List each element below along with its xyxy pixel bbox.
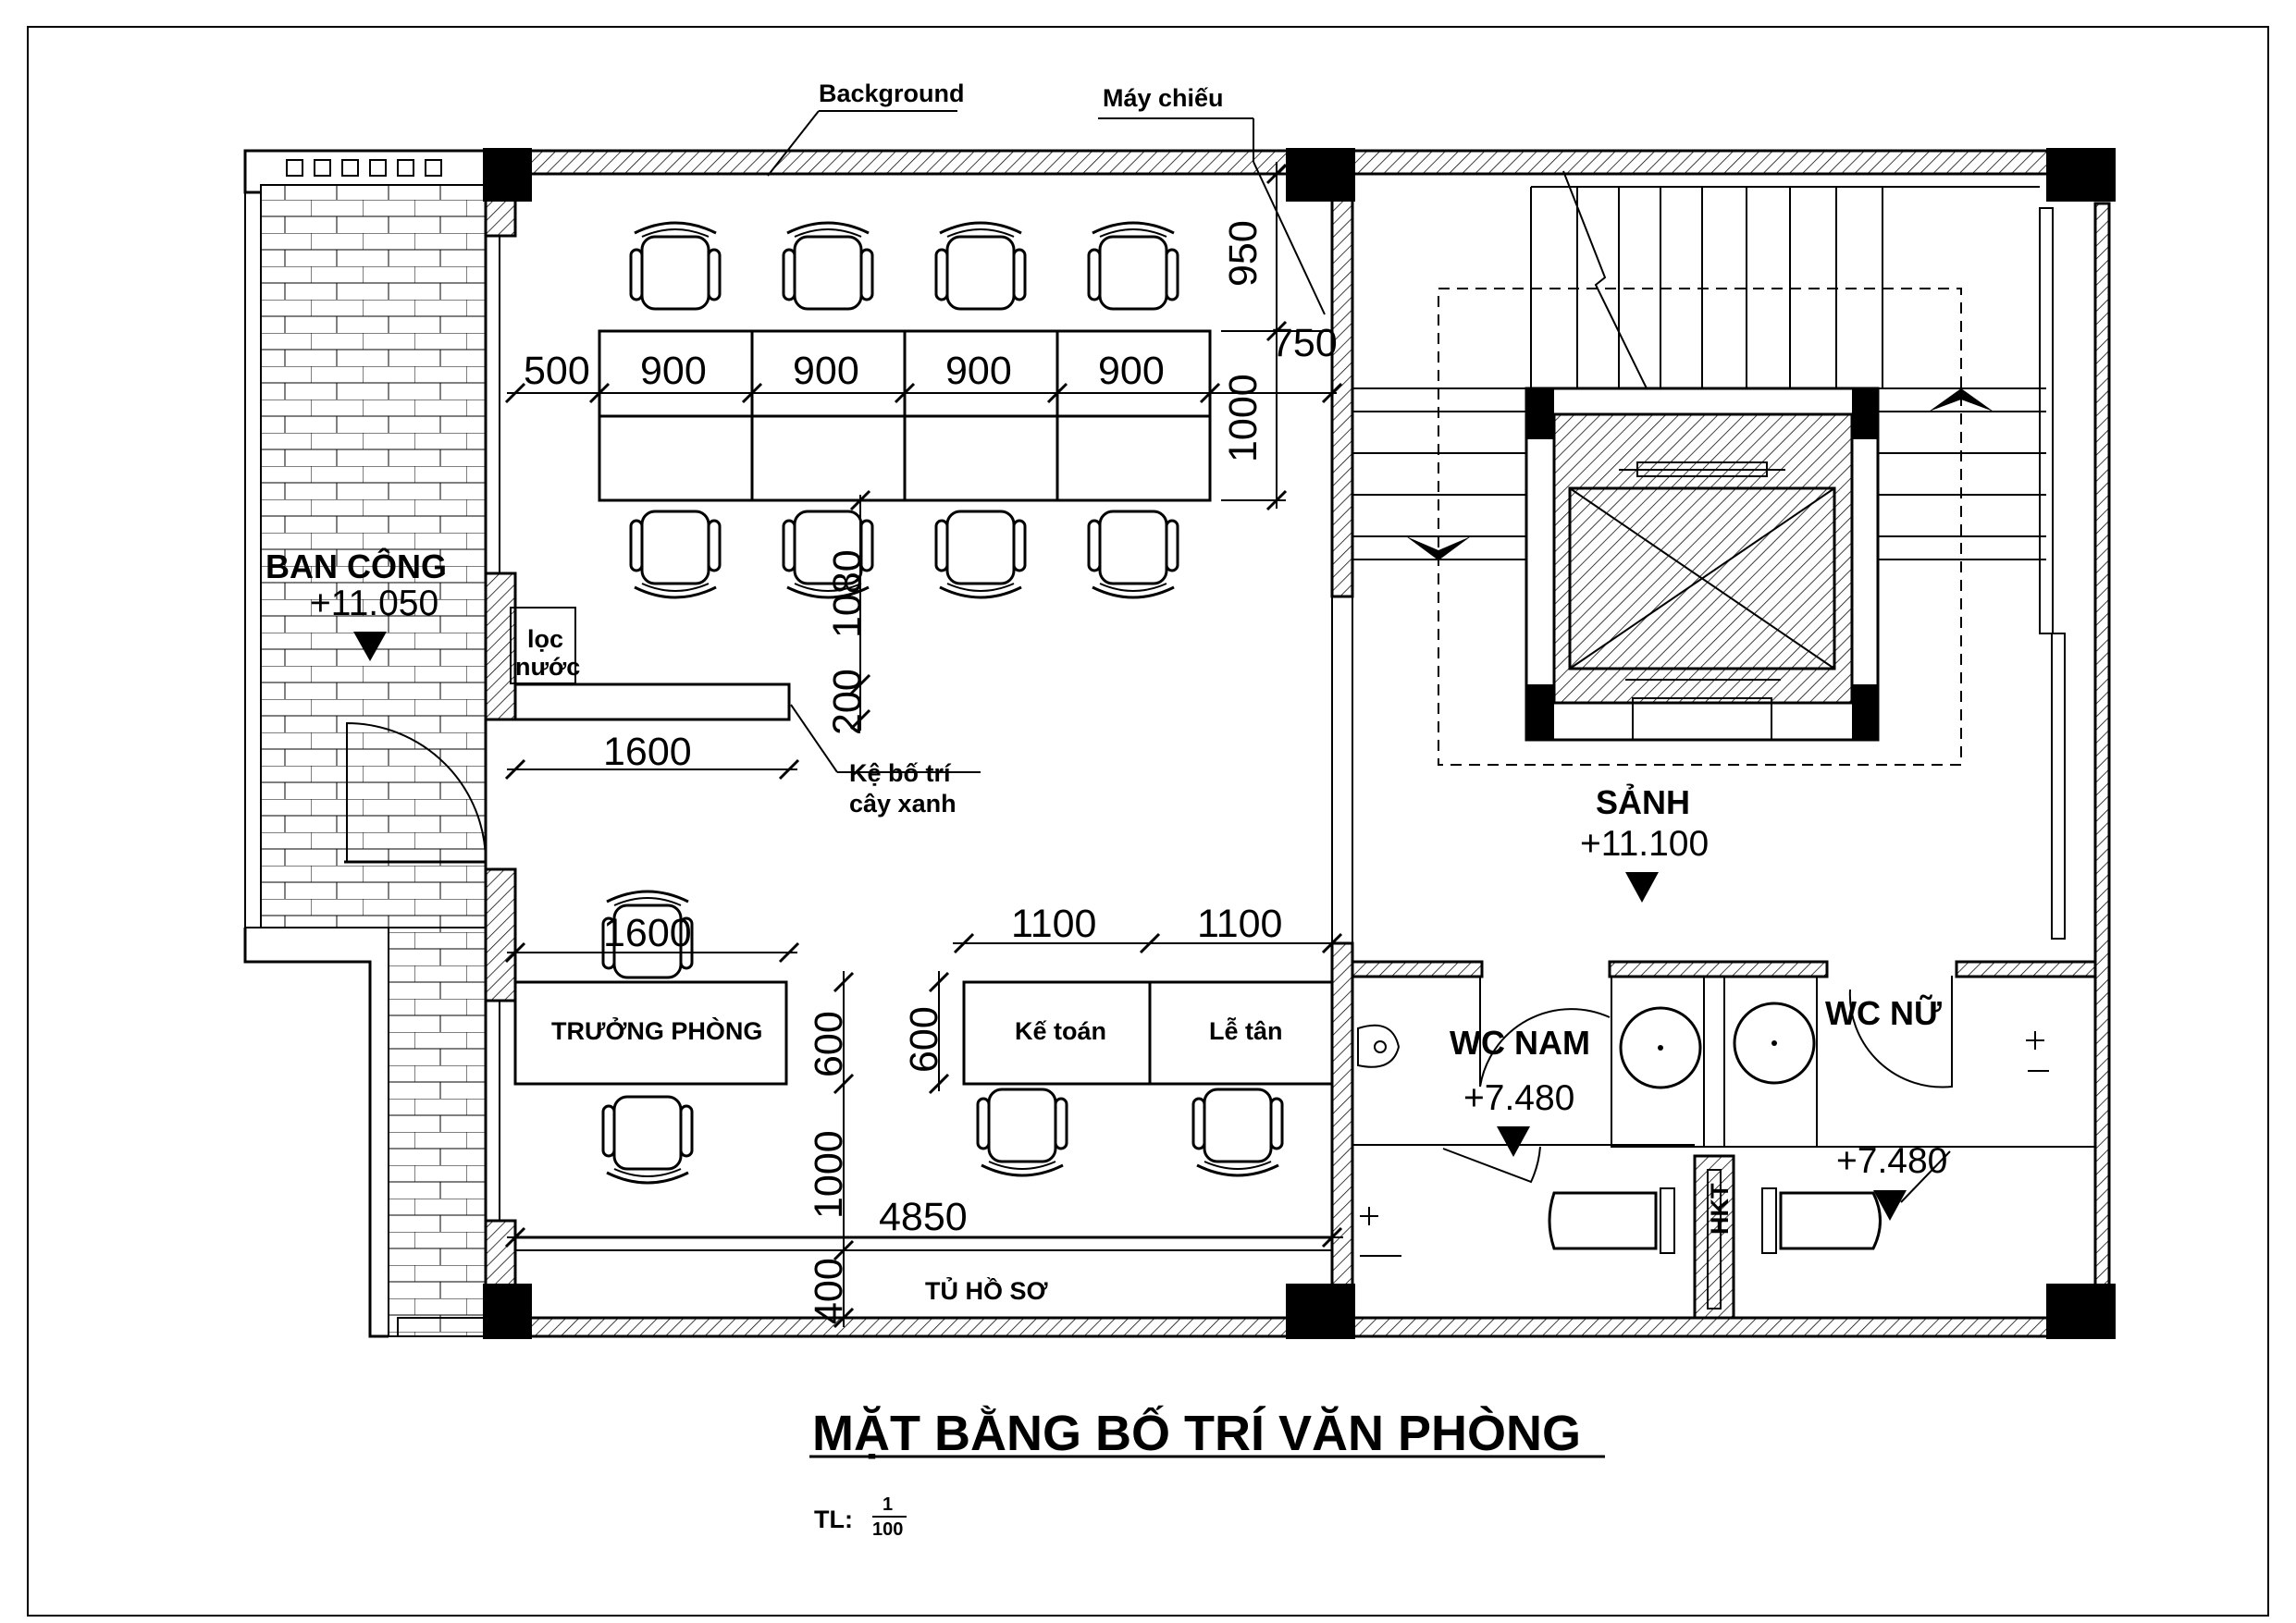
water-filter-label-1: lọc bbox=[527, 625, 564, 653]
wc-female-level: +7.480 bbox=[1836, 1141, 1948, 1181]
lobby-level: +11.100 bbox=[1580, 824, 1710, 864]
dim-1000-a: 1000 bbox=[1221, 374, 1265, 462]
balcony-name: BAN CÔNG bbox=[265, 547, 447, 585]
wc-male-name: WC NAM bbox=[1450, 1024, 1590, 1062]
elevator bbox=[1526, 388, 1878, 740]
balcony-level: +11.050 bbox=[310, 584, 439, 623]
balcony-rail-posts bbox=[287, 160, 441, 176]
projector-label: Máy chiếu bbox=[1103, 84, 1224, 112]
service-desk-group bbox=[964, 982, 1332, 1175]
scale-numerator: 1 bbox=[883, 1494, 894, 1515]
manager-desk-label: TRƯỞNG PHÒNG bbox=[551, 1017, 763, 1045]
dim-500: 500 bbox=[524, 349, 590, 393]
dim-1100-a: 1100 bbox=[1011, 902, 1097, 946]
shaft-label: HKT bbox=[1706, 1183, 1734, 1235]
dim-900-c: 900 bbox=[945, 349, 1012, 393]
dim-600-a: 600 bbox=[807, 1011, 851, 1077]
scale-denominator: 100 bbox=[872, 1519, 904, 1540]
dim-1600-b: 1600 bbox=[603, 911, 692, 955]
dim-600-b: 600 bbox=[902, 1006, 946, 1073]
dim-900-b: 900 bbox=[793, 349, 859, 393]
lobby-level-marker bbox=[1625, 872, 1659, 903]
water-filter-label-2: nước bbox=[515, 653, 581, 681]
plant-shelf bbox=[515, 684, 789, 719]
dim-200: 200 bbox=[825, 669, 870, 735]
dim-4850: 4850 bbox=[879, 1195, 968, 1239]
reception-label: Lễ tân bbox=[1209, 1017, 1283, 1045]
wc-male-level: +7.480 bbox=[1463, 1078, 1575, 1118]
drawing-title: MẶT BẰNG BỐ TRÍ VĂN PHÒNG bbox=[812, 1406, 1581, 1461]
plant-shelf-label-1: Kệ bố trí bbox=[849, 759, 951, 787]
dim-1080: 1080 bbox=[825, 549, 870, 638]
wc-male-level-marker bbox=[1497, 1126, 1530, 1157]
dim-1000-b: 1000 bbox=[807, 1130, 851, 1219]
cabinet-label: TỦ HỒ SƠ bbox=[925, 1277, 1048, 1305]
accountant-label: Kế toán bbox=[1015, 1017, 1107, 1045]
dim-400: 400 bbox=[807, 1258, 851, 1324]
dim-900-a: 900 bbox=[640, 349, 707, 393]
dim-750: 750 bbox=[1271, 321, 1338, 365]
scale-prefix: TL: bbox=[814, 1506, 853, 1533]
plant-shelf-label-2: cây xanh bbox=[849, 790, 957, 818]
dim-950: 950 bbox=[1221, 220, 1265, 287]
wc-female-name: WC NỮ bbox=[1825, 994, 1942, 1032]
balcony-area bbox=[245, 151, 486, 1336]
file-cabinet bbox=[515, 1237, 1332, 1250]
lobby-name: SẢNH bbox=[1596, 783, 1691, 821]
dim-1100-b: 1100 bbox=[1197, 902, 1283, 946]
background-label: Background bbox=[819, 80, 965, 107]
dim-900-d: 900 bbox=[1098, 349, 1165, 393]
dim-1600-a: 1600 bbox=[603, 730, 692, 774]
